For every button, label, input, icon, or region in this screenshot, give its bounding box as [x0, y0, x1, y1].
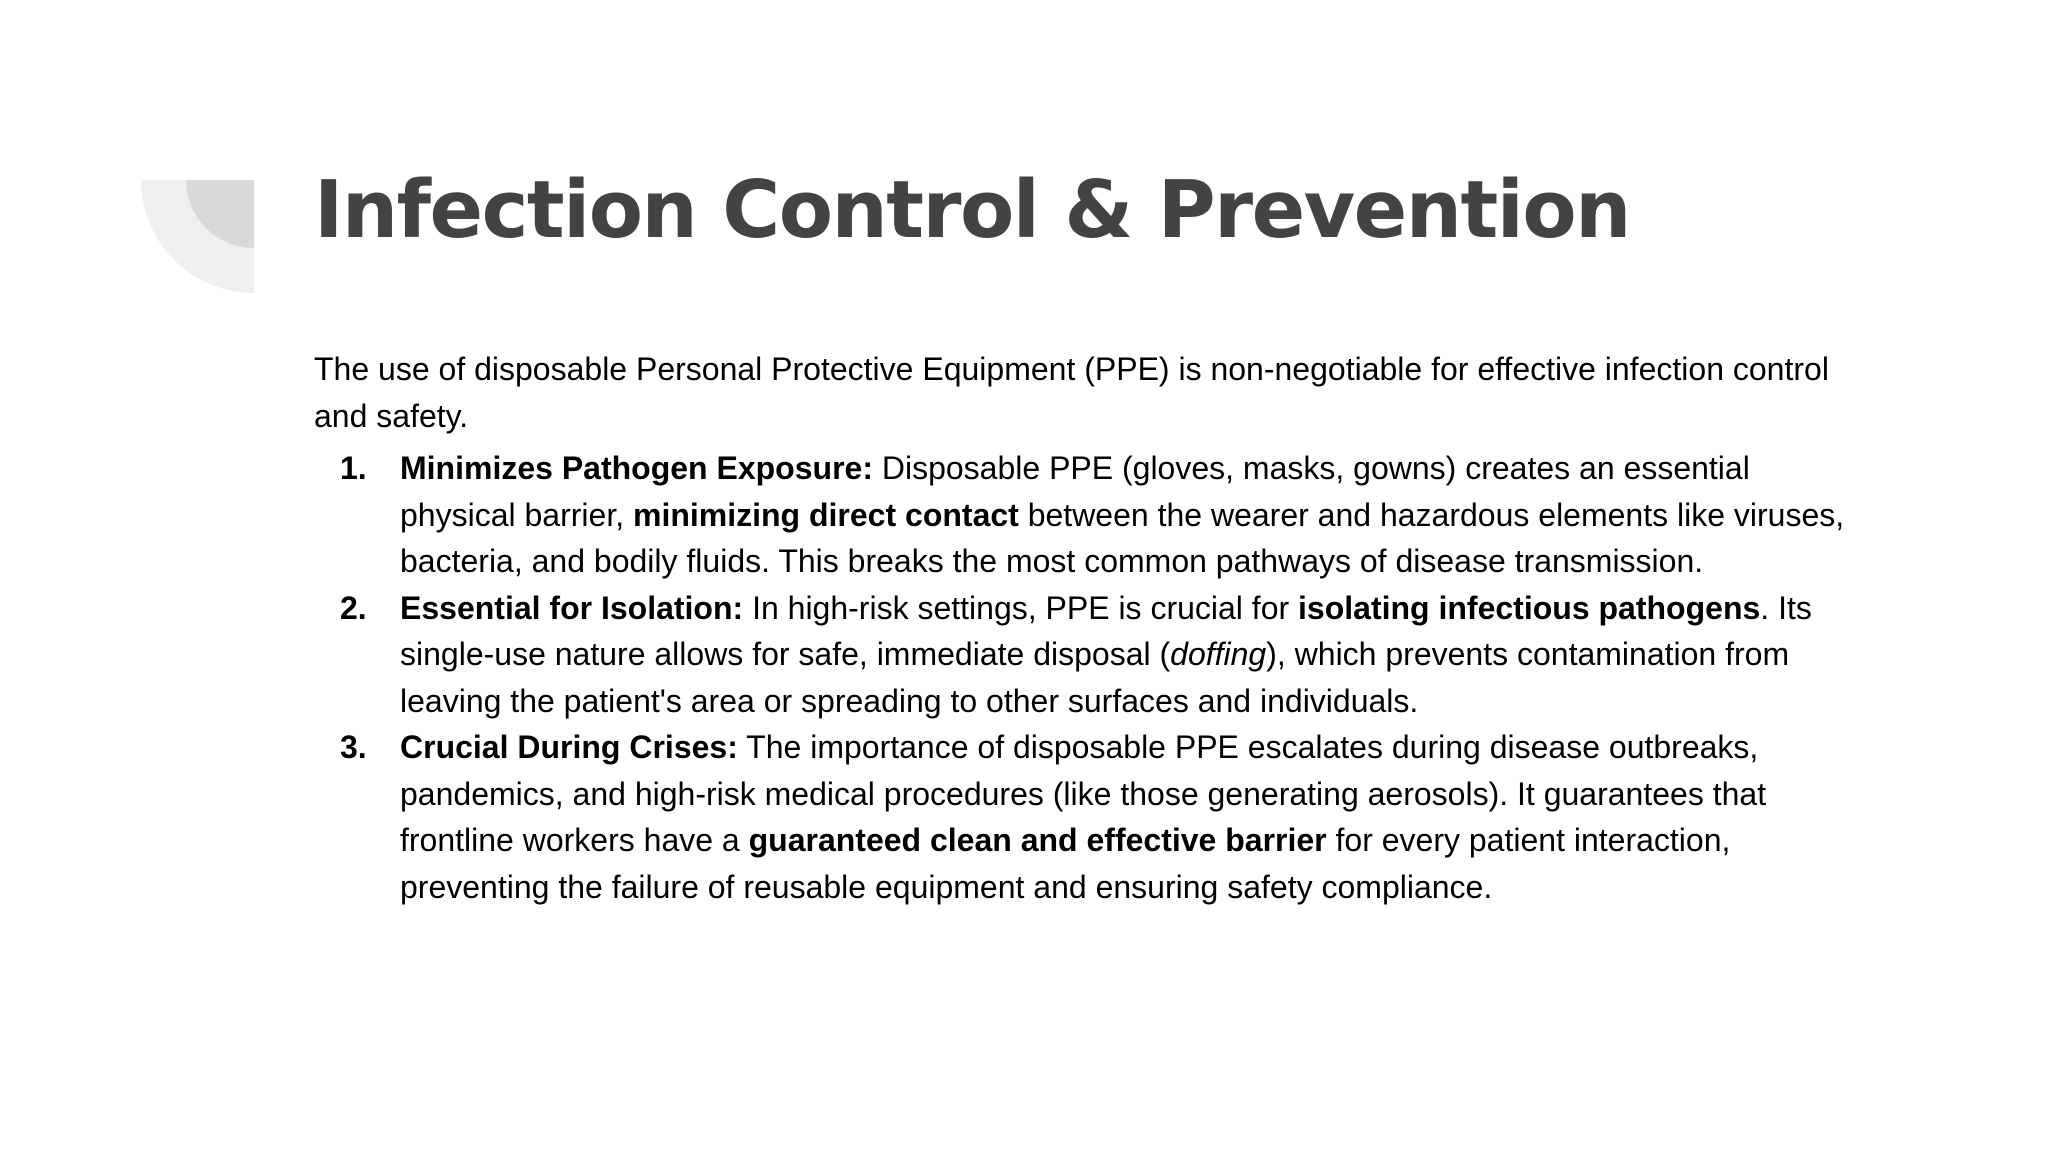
- point-text: for every patient interaction, preventing the failure of reusable equipment and ensuring safety compliance.: [400, 822, 1731, 905]
- list-item: [314, 724, 1874, 910]
- point-text: . Its single-use nature allows for safe, immediate disposal (: [400, 589, 1812, 672]
- corner-decoration-graphic: [141, 180, 254, 293]
- slide-body: [314, 346, 1874, 910]
- point-text: Disposable PPE (gloves, masks, gowns) creates an essential physical barrier,: [400, 450, 1750, 533]
- point-heading: Essential for Isolation:: [400, 589, 744, 626]
- point-emphasis: minimizing direct contact: [632, 496, 1019, 533]
- point-emphasis: guaranteed clean and effective barrier: [748, 822, 1327, 858]
- intro-paragraph: The use of disposable Personal Protective Equipment (PPE) is non-negotiable for effective infection control and safety.: [314, 351, 1829, 434]
- point-emphasis: isolating infectious pathogens: [1298, 589, 1761, 626]
- list-item-number: 2.: [340, 589, 367, 626]
- point-heading: Crucial During Crises:: [400, 729, 738, 765]
- point-text: between the wearer and hazardous elements like viruses, bacteria, and bodily fluids. This breaks the most common pathways of disease transmission.: [400, 496, 1845, 579]
- point-italic-term: doffing: [1170, 636, 1267, 672]
- list-item: [314, 585, 1874, 725]
- point-text: In high-risk settings, PPE is crucial for: [743, 589, 1299, 626]
- point-text: ), which prevents contamination from leaving the patient's area or spreading to other surfaces and individuals.: [400, 636, 1790, 719]
- list-item: [314, 445, 1874, 585]
- point-text: The importance of disposable PPE escalates during disease outbreaks, pandemics, and high-risk medical procedures (like those generating aerosols). It guarantees that frontline workers have a: [400, 729, 1767, 858]
- list-item-number: 3.: [340, 729, 367, 765]
- slide-title: Infection Control & Prevention: [314, 164, 1630, 256]
- list-item-number: 1.: [340, 450, 367, 486]
- point-heading: Minimizes Pathogen Exposure:: [400, 450, 873, 486]
- key-points-list: [314, 445, 1874, 910]
